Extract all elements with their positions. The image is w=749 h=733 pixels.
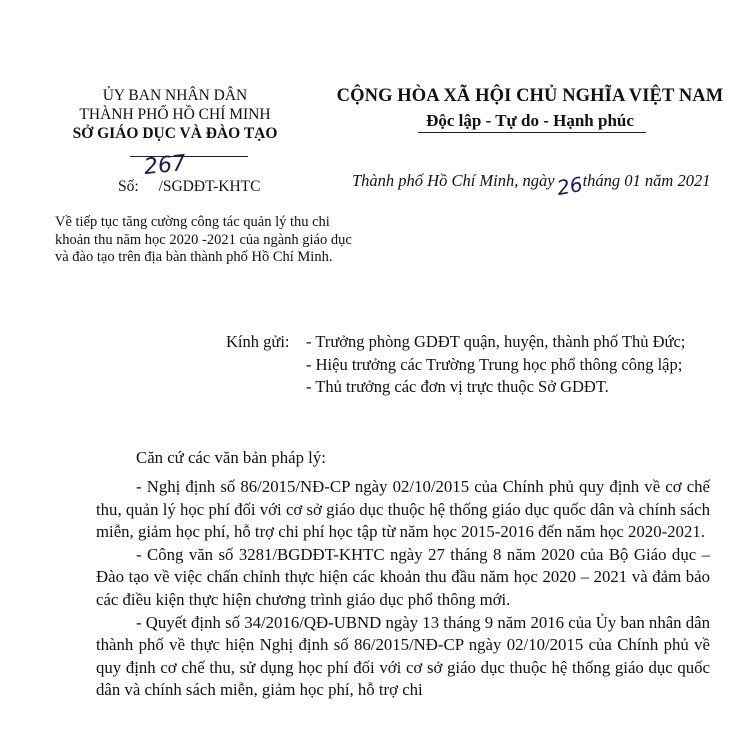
body-paragraph: - Quyết định số 34/2016/QĐ-UBND ngày 13 tháng 9 năm 2016 của Ủy ban nhân dân thành phố về thực hiện Nghị định số 86/2015/NĐ-CP ngày 02/10/2015 của Chính phủ về quy định cơ chế thu, sử dụng học phí đối với cơ sở giáo dục thuộc hệ thống giáo dục quốc dân và chính sách miễn, giảm học phí, hỗ trợ chi [96,612,710,700]
date-day-handwritten: 26 [554,171,584,201]
motto-underline [418,132,646,133]
recipients-label: Kính gửi: [226,332,290,351]
date-before: Thành phố Hồ Chí Minh, ngày [352,171,555,190]
body-paragraph: - Nghị định số 86/2015/NĐ-CP ngày 02/10/2015 của Chính phủ quy định về cơ chế thu, quản lý học phí đối với cơ sở giáo dục thuộc hệ thống giáo dục quốc dân và chính sách miễn, giảm học phí, hỗ trợ chi phí học tập từ năm học 2015-2016 đến năm học 2020-2021. [96,477,710,542]
body-intro: Căn cứ các văn bản pháp lý: [136,448,326,467]
recipients [226,331,685,399]
nation-title: CỘNG HÒA XÃ HỘI CHỦ NGHĨA VIỆT NAM [336,86,724,106]
body-paragraph: - Công văn số 3281/BGDĐT-KHTC ngày 27 tháng 8 năm 2020 của Bộ Giáo dục – Đào tạo về việc chấn chỉnh thực hiện các khoản thu đầu năm học 2020 – 2021 và đảm bảo các điều kiện thực hiện chương trình giáo dục phổ thông mới. [96,544,710,609]
subject: Về tiếp tục tăng cường công tác quản lý thu chi khoản thu năm học 2020 -2021 của ngành giáo dục và đào tạo trên địa bàn thành phố Hồ Chí Minh. [55,214,352,265]
date-after: tháng 01 năm 2021 [582,171,711,190]
date-line [352,171,711,201]
doc-number-suffix: /SGDĐT-KHTC [158,178,261,195]
body-paragraphs [96,476,710,702]
motto: Độc lập - Tự do - Hạnh phúc [426,111,634,130]
issuer-line-3: SỞ GIÁO DỤC VÀ ĐÀO TẠO [72,125,278,142]
document-number [118,150,261,196]
recipient-item: - Trưởng phòng GDĐT quận, huyện, thành phố Thủ Đức; [306,332,686,351]
issuer-header [60,86,290,143]
recipient-item: - Thủ trưởng các đơn vị trực thuộc Sở GDĐT. [306,377,609,396]
doc-number-handwritten: 267 [142,150,188,181]
doc-number-prefix: Số: [118,178,139,195]
recipient-item: - Hiệu trưởng các Trường Trung học phổ thông công lập; [306,354,683,374]
issuer-line-1: ỦY BAN NHÂN DÂN [102,87,248,104]
national-header [320,86,740,131]
body-text [96,447,710,470]
issuer-line-2: THÀNH PHỐ HỒ CHÍ MINH [79,106,271,123]
